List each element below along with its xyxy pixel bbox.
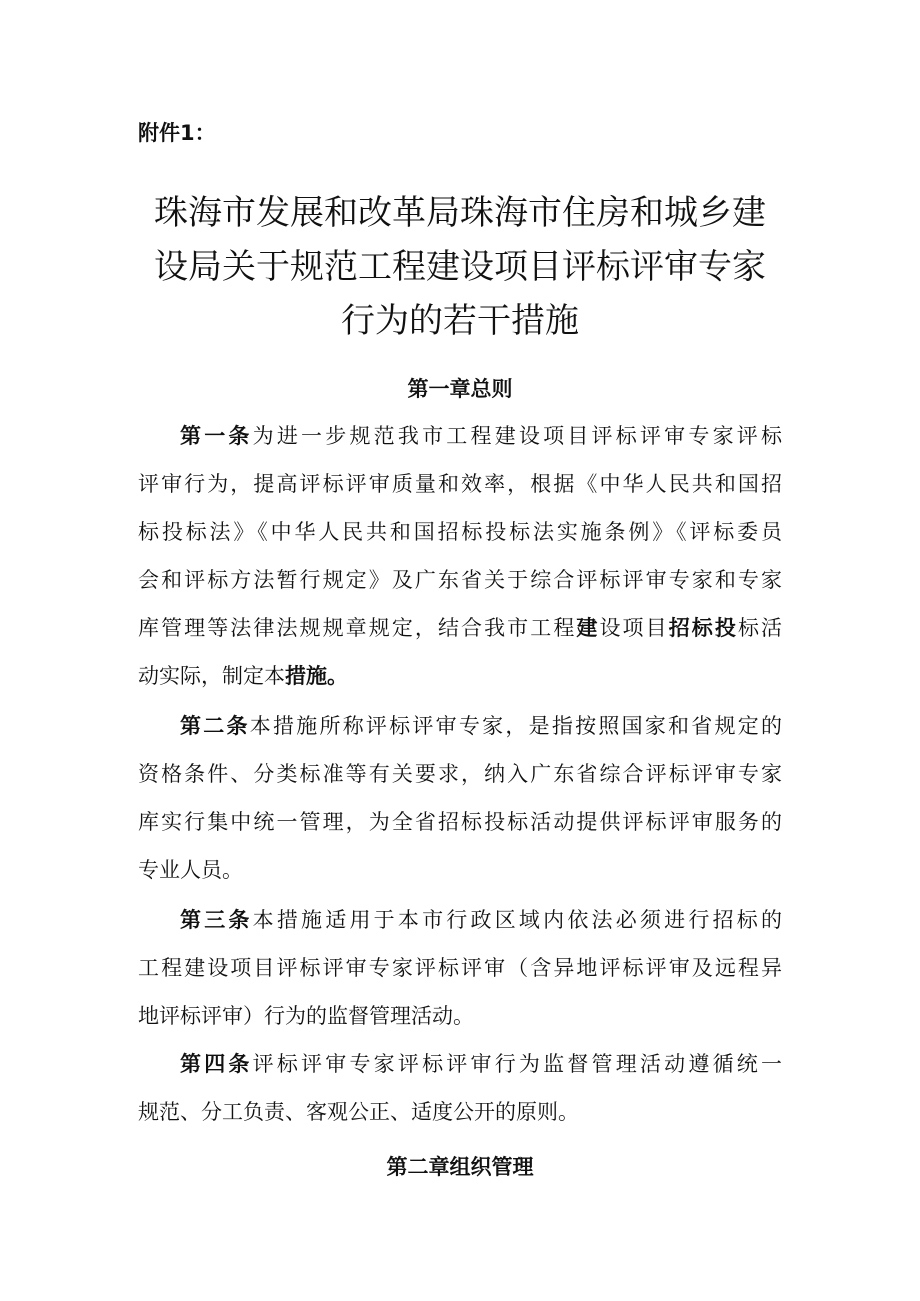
chapter-heading: 第一章总则 bbox=[407, 377, 513, 401]
title-line: 珠海市发展和改革局珠海市住房和城乡建 bbox=[154, 193, 766, 233]
article-label: 第三条 bbox=[180, 908, 253, 932]
chapter-heading: 第二章组织管理 bbox=[386, 1155, 534, 1179]
article-3 bbox=[138, 896, 782, 1040]
article-label: 第四条 bbox=[180, 1052, 253, 1076]
paragraph-line: 地评标评审）行为的监督管理活动。 bbox=[138, 1004, 474, 1028]
paragraph-line: 评审行为，提高评标评审质量和效率，根据《中华人民共和国招 bbox=[138, 472, 782, 496]
paragraph-line: 标投标法》《中华人民共和国招标投标法实施条例》《评标委员 bbox=[138, 520, 782, 544]
paragraph-line: 规范、分工负责、客观公正、适度公开的原则。 bbox=[138, 1100, 579, 1124]
article-2 bbox=[138, 702, 782, 894]
paragraph-line: 工程建设项目评标评审专家评标评审（含异地评标评审及远程异 bbox=[138, 956, 782, 980]
paragraph-line: 动实际，制定本措施。 bbox=[138, 664, 348, 688]
title-line: 设局关于规范工程建设项目评标评审专家 bbox=[154, 247, 766, 287]
paragraph-line: 库管理等法律法规规章规定，结合我市工程建设项目招标投标活 bbox=[138, 616, 783, 640]
paragraph-line: 资格条件、分类标准等有关要求，纳入广东省综合评标评审专家 bbox=[138, 762, 782, 786]
paragraph-line: 第一条为进一步规范我市工程建设项目评标评审专家评标 bbox=[180, 424, 782, 448]
paragraph-line: 会和评标方法暂行规定》及广东省关于综合评标评审专家和专家 bbox=[138, 568, 782, 592]
article-label: 第一条 bbox=[180, 424, 253, 448]
article-label: 第二条 bbox=[180, 714, 250, 738]
paragraph-line: 专业人员。 bbox=[138, 858, 243, 882]
attachment-label: 附件1： bbox=[138, 121, 216, 145]
paragraph-line: 第四条评标评审专家评标评审行为监督管理活动遵循统一 bbox=[180, 1052, 782, 1076]
article-1 bbox=[138, 412, 782, 700]
paragraph-line: 第二条本措施所称评标评审专家，是指按照国家和省规定的 bbox=[180, 714, 783, 738]
document-title bbox=[120, 186, 800, 348]
title-line: 行为的若干措施 bbox=[341, 301, 579, 341]
article-4 bbox=[138, 1040, 782, 1136]
paragraph-line: 第三条本措施适用于本市行政区域内依法必须进行招标的 bbox=[180, 908, 782, 932]
paragraph-line: 库实行集中统一管理，为全省招标投标活动提供评标评审服务的 bbox=[138, 810, 782, 834]
